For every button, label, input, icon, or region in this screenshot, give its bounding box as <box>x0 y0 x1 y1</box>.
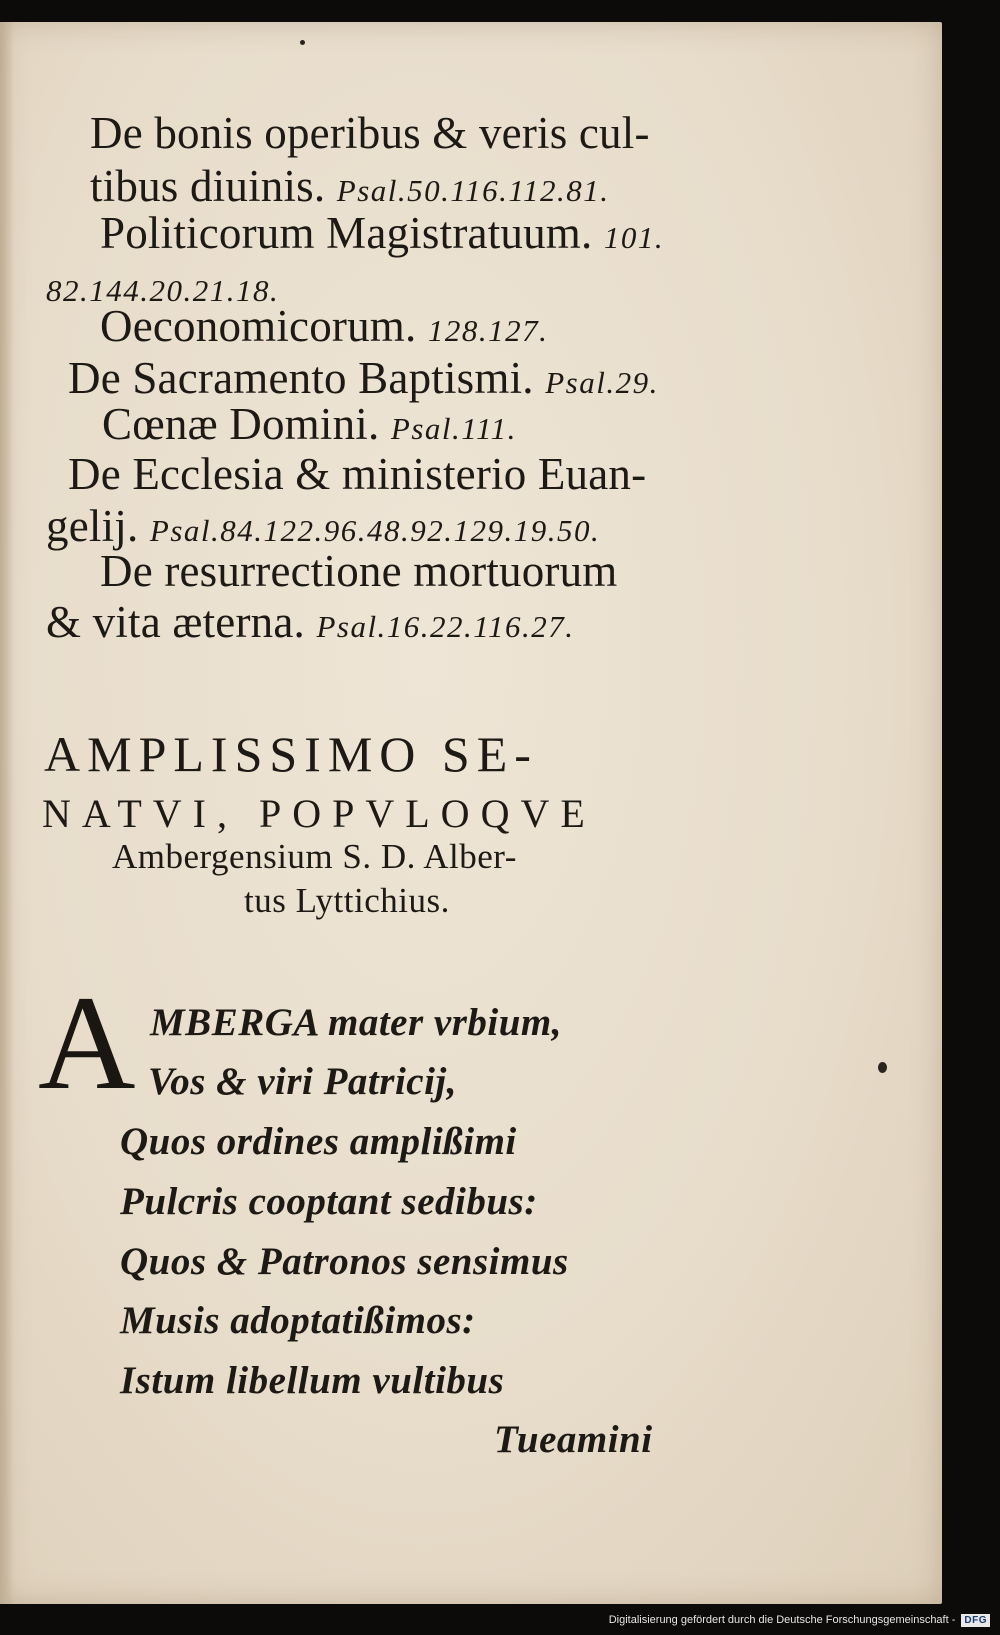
poem-line-6: Musis adoptatißimos: <box>120 1299 476 1342</box>
page-gutter-shadow <box>0 22 14 1604</box>
index-line-7 <box>102 398 517 450</box>
index-text: gelij. <box>46 501 139 551</box>
index-line-3 <box>100 207 664 259</box>
poem-line-4: Pulcris cooptant sedibus: <box>120 1180 538 1223</box>
index-text: tibus diuinis. <box>90 161 326 211</box>
index-text: Cœnæ Domini. <box>102 399 380 449</box>
dedication-subheading-line-3: Ambergensium S. D. Alber- <box>112 837 517 876</box>
psalm-reference: 128.127. <box>427 313 549 348</box>
digitization-footer <box>0 1605 1000 1635</box>
poem-catchword: Tueamini <box>494 1418 653 1461</box>
index-text: & vita æterna. <box>46 597 305 647</box>
index-text: De bonis operibus & veris cul- <box>90 108 650 158</box>
poem-line-2: Vos & viri Patricij, <box>148 1060 458 1103</box>
index-text: De Ecclesia & ministerio Euan- <box>68 449 647 499</box>
index-text: Oeconomicorum. <box>100 301 417 351</box>
index-line-10 <box>100 545 618 597</box>
psalm-reference: Psal.111. <box>390 411 517 446</box>
index-text: De Sacramento Baptismi. <box>68 353 534 403</box>
index-line-6 <box>68 352 659 404</box>
psalm-reference: Psal.50.116.112.81. <box>336 173 610 208</box>
psalm-reference: Psal.29. <box>545 365 659 400</box>
poem-line-3: Quos ordines amplißimi <box>120 1120 517 1163</box>
poem-line-5: Quos & Patronos sensimus <box>120 1240 569 1283</box>
dfg-logo: DFG <box>961 1614 990 1627</box>
index-text: De resurrectione mortuorum <box>100 546 618 596</box>
footer-credit-text: Digitalisierung gefördert durch die Deutsche Forschungsgemeinschaft - <box>608 1614 956 1626</box>
dedication-subheading-line-4: tus Lyttichius. <box>244 881 450 920</box>
index-line-11 <box>46 596 575 648</box>
psalm-reference: 101. <box>603 220 665 255</box>
index-line-5 <box>100 300 548 352</box>
drop-cap-letter: A <box>38 969 136 1118</box>
index-line-2 <box>90 160 610 212</box>
paper-ink-spot <box>878 1062 887 1073</box>
poem-line-1: MBERGA mater vrbium, <box>150 1001 562 1044</box>
psalm-reference: 82.144.20.21.18. <box>46 273 280 308</box>
dedication-heading-line-2: NATVI, POPVLOQVE <box>42 791 596 836</box>
index-text: Politicorum Magistratuum. <box>100 208 593 258</box>
index-line-8 <box>68 448 646 500</box>
paper-ink-spot <box>300 40 305 45</box>
psalm-reference: Psal.16.22.116.27. <box>316 609 575 644</box>
index-line-1 <box>90 107 650 159</box>
dedication-heading-line-1: AMPLISSIMO SE- <box>44 726 538 782</box>
poem-line-7: Istum libellum vultibus <box>120 1359 505 1402</box>
psalm-reference: Psal.84.122.96.48.92.129.19.50. <box>149 513 601 548</box>
